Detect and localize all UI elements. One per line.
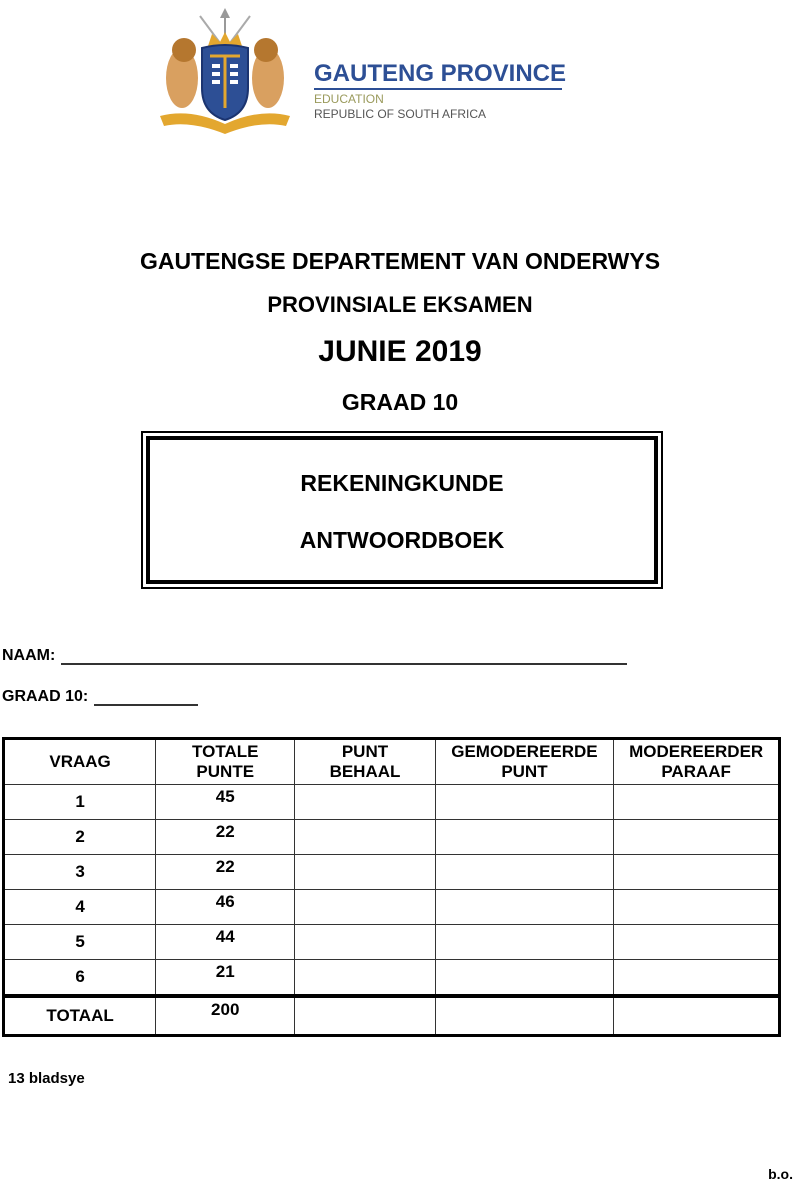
header-total-marks: TOTALE PUNTE [156, 739, 295, 785]
marks-achieved-cell[interactable] [295, 855, 435, 890]
total-marks-sum: 200 [156, 996, 295, 1036]
marks-achieved-cell[interactable] [295, 960, 435, 997]
name-field [2, 645, 627, 665]
coat-of-arms-icon [150, 8, 300, 138]
question-number: 4 [4, 890, 156, 925]
booklet-title: ANTWOORDBOEK [299, 527, 505, 553]
total-marks: 21 [156, 960, 295, 997]
exam-date: JUNIE 2019 [318, 335, 482, 368]
table-row [4, 890, 780, 925]
header-marks-achieved: PUNT BEHAAL [295, 739, 435, 785]
logo-subtitle: EDUCATION [314, 92, 384, 106]
moderated-marks-cell[interactable] [435, 925, 614, 960]
subject-box-inner [146, 436, 658, 584]
subject-title: REKENINGKUNDE [300, 470, 504, 496]
total-moderated-cell[interactable] [435, 996, 614, 1036]
table-row [4, 925, 780, 960]
logo-title: GAUTENG PROVINCE [314, 60, 567, 87]
question-number: 6 [4, 960, 156, 997]
question-number: 3 [4, 855, 156, 890]
question-number: 5 [4, 925, 156, 960]
subject-box [141, 431, 663, 589]
marks-achieved-cell[interactable] [295, 785, 435, 820]
marks-achieved-cell[interactable] [295, 820, 435, 855]
moderator-initials-cell[interactable] [614, 890, 780, 925]
moderator-initials-cell[interactable] [614, 960, 780, 997]
moderated-marks-cell[interactable] [435, 890, 614, 925]
grade-heading: GRAAD 10 [341, 389, 459, 415]
logo-country: REPUBLIC OF SOUTH AFRICA [314, 107, 487, 121]
total-label: TOTAAL [4, 996, 156, 1036]
total-marks: 22 [156, 820, 295, 855]
table-header-row [4, 739, 780, 785]
total-achieved-cell[interactable] [295, 996, 435, 1036]
total-row [4, 996, 780, 1036]
table-row [4, 785, 780, 820]
header-moderated-marks: GEMODEREERDE PUNT [435, 739, 614, 785]
marks-table [2, 737, 781, 1037]
moderated-marks-cell[interactable] [435, 855, 614, 890]
moderated-marks-cell[interactable] [435, 820, 614, 855]
table-row [4, 960, 780, 997]
department-heading: GAUTENGSE DEPARTEMENT VAN ONDERWYS [139, 248, 661, 274]
exam-heading: PROVINSIALE EKSAMEN [267, 292, 533, 317]
question-number: 2 [4, 820, 156, 855]
table-row [4, 820, 780, 855]
total-marks: 46 [156, 890, 295, 925]
moderator-initials-cell[interactable] [614, 785, 780, 820]
header-question: VRAAG [4, 739, 156, 785]
gauteng-logo [150, 8, 580, 138]
grade-input-line[interactable] [94, 686, 198, 706]
total-marks: 44 [156, 925, 295, 960]
total-marks: 45 [156, 785, 295, 820]
total-marks: 22 [156, 855, 295, 890]
please-turn-over: b.o. [768, 1166, 793, 1182]
moderator-initials-cell[interactable] [614, 820, 780, 855]
table-row [4, 855, 780, 890]
name-label: NAAM: [2, 647, 56, 664]
page-count: 13 bladsye [8, 1070, 85, 1087]
total-initials-cell[interactable] [614, 996, 780, 1036]
marks-achieved-cell[interactable] [295, 925, 435, 960]
marks-achieved-cell[interactable] [295, 890, 435, 925]
question-number: 1 [4, 785, 156, 820]
moderated-marks-cell[interactable] [435, 785, 614, 820]
grade-label: GRAAD 10: [2, 688, 89, 705]
moderated-marks-cell[interactable] [435, 960, 614, 997]
moderator-initials-cell[interactable] [614, 855, 780, 890]
moderator-initials-cell[interactable] [614, 925, 780, 960]
grade-field [2, 686, 198, 706]
header-moderator-initials: MODEREERDER PARAAF [614, 739, 780, 785]
name-input-line[interactable] [61, 645, 627, 665]
logo-underline [314, 88, 562, 90]
